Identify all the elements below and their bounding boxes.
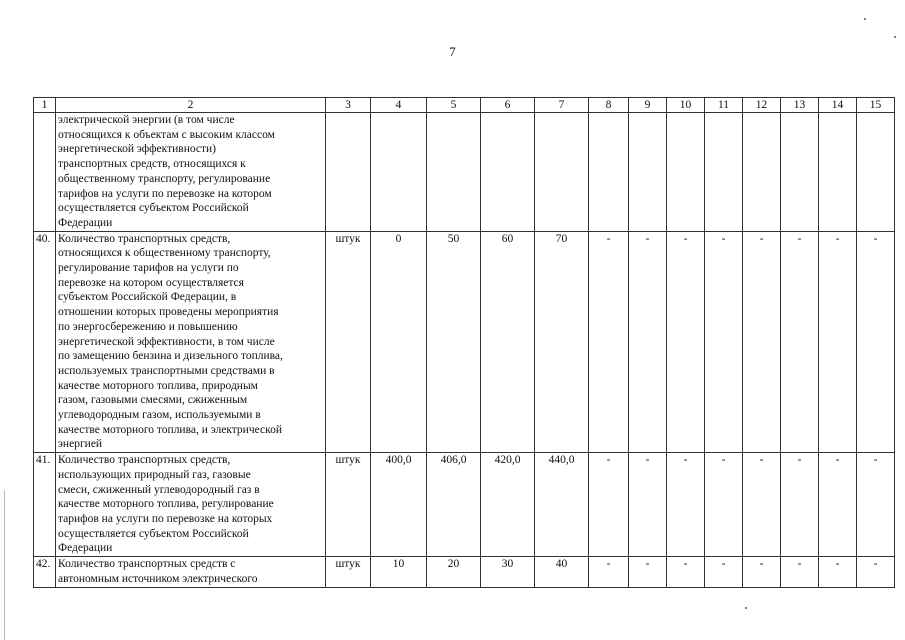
dash-cell: [629, 113, 667, 232]
description-line: Федерации: [58, 542, 113, 555]
value-cell: [535, 113, 589, 232]
description-line: по энергосбережению и повышению: [58, 320, 238, 333]
unit-cell: штук: [326, 231, 371, 453]
dash-cell: -: [743, 453, 781, 557]
description-line: Количество транспортных средств,: [58, 454, 231, 467]
dash-cell: -: [629, 453, 667, 557]
scan-speck: [894, 36, 896, 38]
dash-cell: -: [781, 557, 819, 587]
value-cell: [481, 113, 535, 232]
description-line: использующих природный газ, газовые: [58, 468, 251, 481]
row-index: 42.: [34, 557, 56, 587]
description-line: тарифов на услуги по перевозке на котором: [58, 187, 272, 200]
dash-cell: -: [857, 557, 895, 587]
description-line: отношении которых проведены мероприятия: [58, 306, 279, 319]
column-number: 2: [56, 98, 326, 113]
dash-cell: -: [705, 453, 743, 557]
value-cell: 60: [481, 231, 535, 453]
column-number: 14: [819, 98, 857, 113]
dash-cell: -: [589, 453, 629, 557]
scan-edge: [4, 490, 5, 640]
value-cell: 0: [371, 231, 427, 453]
dash-cell: -: [743, 557, 781, 587]
column-number: 3: [326, 98, 371, 113]
unit-cell: [326, 113, 371, 232]
dash-cell: -: [819, 231, 857, 453]
value-cell: 30: [481, 557, 535, 587]
value-cell: 10: [371, 557, 427, 587]
value-cell: 406,0: [427, 453, 481, 557]
description-line: перевозке на котором осуществляется: [58, 276, 244, 289]
indicator-description: [56, 231, 326, 453]
dash-cell: -: [589, 557, 629, 587]
column-number: 11: [705, 98, 743, 113]
column-number-row: [34, 98, 895, 113]
column-number: 13: [781, 98, 819, 113]
column-number: 9: [629, 98, 667, 113]
dash-cell: -: [667, 453, 705, 557]
description-line: энергетической эффективности): [58, 143, 217, 156]
description-line: осуществляется субъектом Российской: [58, 527, 249, 540]
value-cell: [371, 113, 427, 232]
table-body: [34, 98, 895, 588]
column-number: 1: [34, 98, 56, 113]
dash-cell: -: [667, 557, 705, 587]
value-cell: 70: [535, 231, 589, 453]
column-number: 6: [481, 98, 535, 113]
value-cell: [427, 113, 481, 232]
page-number: 7: [449, 44, 456, 59]
description-line: по замещению бензина и дизельного топлива,: [58, 350, 283, 363]
table-row: [34, 557, 895, 587]
indicator-description: [56, 557, 326, 587]
dash-cell: -: [629, 231, 667, 453]
description-line: субъектом Российской Федерации, в: [58, 291, 237, 304]
description-line: Количество транспортных средств с: [58, 558, 236, 571]
dash-cell: -: [819, 453, 857, 557]
description-line: автономным источником электрического: [58, 572, 258, 585]
dash-cell: -: [589, 231, 629, 453]
unit-cell: штук: [326, 453, 371, 557]
table-row: [34, 113, 895, 232]
description-line: Количество транспортных средств,: [58, 232, 231, 245]
description-line: энергетической эффективности, в том числе: [58, 335, 275, 348]
column-number: 10: [667, 98, 705, 113]
column-number: 8: [589, 98, 629, 113]
value-cell: 50: [427, 231, 481, 453]
table-row: [34, 453, 895, 557]
row-index: 41.: [34, 453, 56, 557]
dash-cell: -: [629, 557, 667, 587]
scan-speck: [864, 18, 866, 20]
dash-cell: [781, 113, 819, 232]
dash-cell: [819, 113, 857, 232]
dash-cell: -: [743, 231, 781, 453]
table-row: [34, 231, 895, 453]
indicator-description: [56, 453, 326, 557]
description-line: электрической энергии (в том числе: [58, 114, 235, 126]
description-line: осуществляется субъектом Российской: [58, 202, 249, 215]
column-number: 4: [371, 98, 427, 113]
dash-cell: [857, 113, 895, 232]
unit-cell: штук: [326, 557, 371, 587]
description-line: общественному транспорту, регулирование: [58, 172, 271, 185]
value-cell: 440,0: [535, 453, 589, 557]
description-line: качестве моторного топлива, и электрической: [58, 423, 283, 436]
description-line: Федерации: [58, 216, 113, 229]
dash-cell: -: [781, 231, 819, 453]
value-cell: 40: [535, 557, 589, 587]
description-line: качестве моторного топлива, регулирование: [58, 498, 274, 511]
value-cell: 20: [427, 557, 481, 587]
column-number: 12: [743, 98, 781, 113]
value-cell: 420,0: [481, 453, 535, 557]
description-line: регулирование тарифов на услуги по: [58, 262, 239, 275]
dash-cell: [667, 113, 705, 232]
column-number: 15: [857, 98, 895, 113]
description-line: тарифов на услуги по перевозке на которых: [58, 512, 273, 525]
description-line: углеводородным газом, используемыми в: [58, 409, 261, 422]
dash-cell: -: [819, 557, 857, 587]
column-number: 5: [427, 98, 481, 113]
description-line: относящихся к общественному транспорту,: [58, 247, 271, 260]
dash-cell: [743, 113, 781, 232]
description-line: транспортных средств, относящихся к: [58, 158, 246, 171]
dash-cell: -: [857, 453, 895, 557]
dash-cell: [705, 113, 743, 232]
description-line: смеси, сжиженный углеводородный газ в: [58, 483, 260, 496]
dash-cell: -: [781, 453, 819, 557]
description-line: относящихся к объектам с высоким классом: [58, 128, 275, 141]
row-index: 40.: [34, 231, 56, 453]
dash-cell: [589, 113, 629, 232]
row-index: [34, 113, 56, 232]
description-line: используемых транспортными средствами в: [58, 364, 275, 377]
indicator-description: [56, 113, 326, 232]
value-cell: 400,0: [371, 453, 427, 557]
description-line: энергией: [58, 438, 103, 451]
description-line: газом, газовыми смесями, сжиженным: [58, 394, 248, 407]
description-line: качестве моторного топлива, природным: [58, 379, 258, 392]
indicator-table: [33, 97, 895, 588]
dash-cell: -: [705, 231, 743, 453]
scan-speck: [745, 607, 747, 609]
dash-cell: -: [667, 231, 705, 453]
column-number: 7: [535, 98, 589, 113]
dash-cell: -: [857, 231, 895, 453]
dash-cell: -: [705, 557, 743, 587]
